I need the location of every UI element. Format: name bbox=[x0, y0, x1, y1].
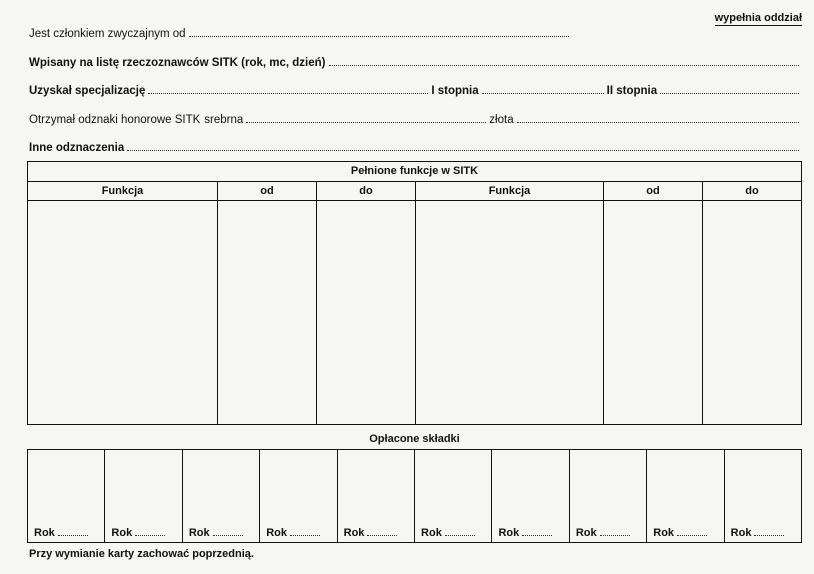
fee-year-text: Rok bbox=[343, 527, 365, 539]
fee-year-field[interactable] bbox=[677, 528, 707, 536]
fee-cell[interactable] bbox=[415, 450, 492, 542]
col-header-to-2: do bbox=[745, 185, 759, 197]
specialization-first-field[interactable] bbox=[148, 84, 428, 94]
fee-cell[interactable] bbox=[492, 450, 569, 542]
functions-table-body bbox=[28, 201, 801, 424]
registered-label: Wpisany na listę rzeczoznawców SITK (rok, mc, dzień) bbox=[29, 57, 326, 69]
other-awards-row bbox=[29, 141, 802, 154]
fee-year-label bbox=[576, 527, 630, 539]
member-since-label: Jest członkiem zwyczajnym od bbox=[29, 28, 186, 40]
fee-cell[interactable] bbox=[28, 450, 105, 542]
col-header-function-1: Funkcja bbox=[28, 182, 218, 200]
fee-cell[interactable] bbox=[183, 450, 260, 542]
from-cell-2[interactable] bbox=[604, 201, 703, 424]
fee-year-label bbox=[266, 527, 320, 539]
badges-gold-field[interactable] bbox=[517, 113, 799, 123]
fee-year-text: Rok bbox=[34, 527, 55, 539]
specialization-first-label: I stopnia bbox=[431, 85, 479, 97]
to-cell-2[interactable] bbox=[703, 201, 801, 424]
fee-year-text: Rok bbox=[111, 527, 133, 539]
fee-year-text: Rok bbox=[188, 527, 210, 539]
fee-year-label bbox=[421, 527, 475, 539]
fee-cell[interactable] bbox=[725, 450, 801, 542]
other-awards-field[interactable] bbox=[127, 141, 799, 151]
fee-year-field[interactable] bbox=[213, 528, 243, 536]
member-since-row bbox=[29, 27, 802, 40]
from-cell-1[interactable] bbox=[218, 201, 317, 424]
badges-silver-label: srebrna bbox=[204, 114, 244, 126]
fee-cell[interactable] bbox=[647, 450, 724, 542]
fee-year-label bbox=[344, 527, 398, 539]
other-awards-label: Inne odznaczenia bbox=[29, 142, 125, 154]
fee-year-field[interactable] bbox=[58, 528, 88, 536]
fee-year-text: Rok bbox=[498, 527, 520, 539]
functions-table bbox=[27, 161, 802, 425]
fee-year-label bbox=[731, 527, 785, 539]
badges-silver-field[interactable] bbox=[246, 113, 486, 123]
fee-year-field[interactable] bbox=[522, 528, 552, 536]
fee-year-label bbox=[34, 527, 88, 539]
functions-table-header bbox=[28, 182, 801, 201]
registered-row bbox=[29, 56, 802, 69]
fee-year-text: Rok bbox=[266, 527, 287, 539]
registered-field[interactable] bbox=[329, 56, 799, 66]
fee-year-text: Rok bbox=[575, 527, 597, 539]
fee-year-label bbox=[498, 527, 552, 539]
fee-year-text: Rok bbox=[653, 527, 675, 539]
fee-year-label bbox=[653, 527, 707, 539]
fee-year-label bbox=[189, 527, 243, 539]
fees-grid bbox=[27, 449, 802, 543]
fee-year-field[interactable] bbox=[445, 528, 475, 536]
fees-title: Opłacone składki bbox=[369, 433, 460, 445]
fee-year-field[interactable] bbox=[754, 528, 784, 536]
col-header-to-1: do bbox=[317, 182, 416, 200]
col-header-from-2: od bbox=[604, 182, 703, 200]
fee-year-field[interactable] bbox=[600, 528, 630, 536]
fee-cell[interactable] bbox=[570, 450, 647, 542]
fee-year-field[interactable] bbox=[135, 528, 165, 536]
fee-year-field[interactable] bbox=[367, 528, 397, 536]
member-since-field[interactable] bbox=[189, 27, 569, 37]
specialization-row bbox=[29, 84, 802, 97]
functions-table-title: Pełnione funkcje w SITK bbox=[28, 162, 801, 182]
specialization-tail-field[interactable] bbox=[660, 84, 799, 94]
branch-fill-note: wypełnia oddział bbox=[714, 12, 802, 24]
fee-year-text: Rok bbox=[730, 527, 752, 539]
badges-row bbox=[29, 113, 802, 126]
badges-label: Otrzymał odznaki honorowe SITK bbox=[29, 114, 201, 126]
badges-gold-label: złota bbox=[489, 114, 514, 126]
fee-year-field[interactable] bbox=[290, 528, 320, 536]
specialization-second-label: II stopnia bbox=[606, 85, 658, 97]
fee-year-text: Rok bbox=[421, 527, 442, 539]
function-cell-2[interactable] bbox=[416, 201, 604, 424]
function-cell-1[interactable] bbox=[28, 201, 218, 424]
fee-cell[interactable] bbox=[105, 450, 182, 542]
specialization-label: Uzyskał specjalizację bbox=[29, 85, 146, 97]
col-header-function-2: Funkcja bbox=[416, 182, 604, 200]
specialization-second-field[interactable] bbox=[482, 84, 604, 94]
footer-note: Przy wymianie karty zachować poprzednią. bbox=[29, 548, 254, 560]
fee-cell[interactable] bbox=[338, 450, 415, 542]
fee-cell[interactable] bbox=[260, 450, 337, 542]
fee-year-label bbox=[111, 527, 165, 539]
col-header-from-1: od bbox=[218, 182, 317, 200]
to-cell-1[interactable] bbox=[317, 201, 416, 424]
